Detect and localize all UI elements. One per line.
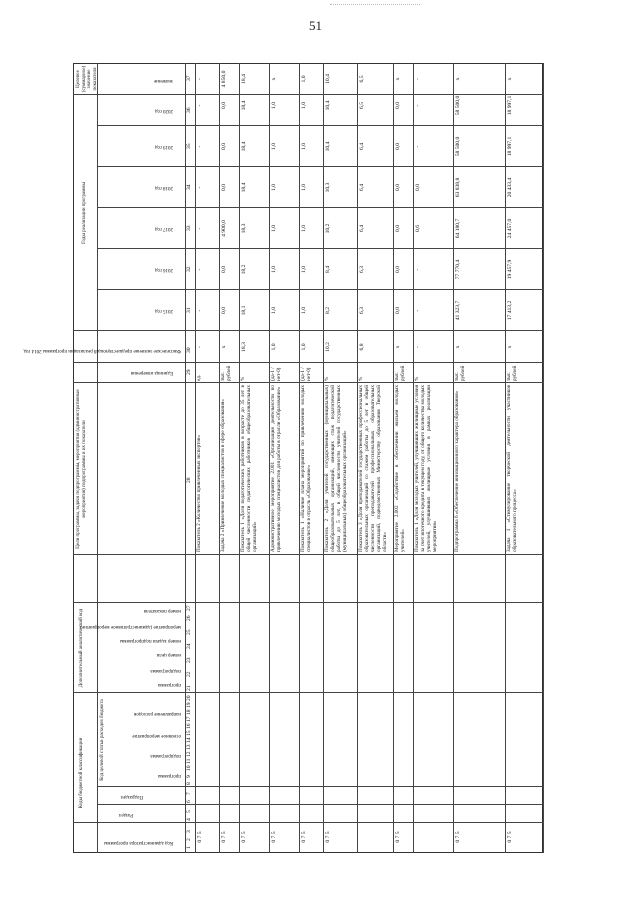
column-number: 31: [186, 307, 192, 313]
budget-table: [23, 63, 543, 853]
row-year-value: 0,0: [221, 266, 227, 273]
column-number: 11: [186, 758, 192, 764]
column-number: 23: [186, 657, 192, 663]
year-2018-header: 2018 год: [154, 185, 173, 190]
row-code: 0 7 5: [325, 831, 331, 843]
fact-2014-header: Фактическое значение предшествующий реализации программы 2014 год: [23, 348, 181, 353]
row-fact-2014: 1,0: [271, 343, 277, 351]
col-line: [97, 166, 543, 167]
row-year-value: 1,0: [301, 307, 307, 314]
row-year-value: 8,2: [325, 307, 331, 314]
program-header: программа: [158, 773, 181, 778]
col-line: [73, 94, 543, 95]
row-year-value: 0,0: [395, 266, 401, 273]
row-year-value: 1,0: [301, 225, 307, 232]
row-year-value: 1,0: [301, 266, 307, 273]
column-number: 21: [186, 685, 192, 691]
main-activity-header: основное мероприятие: [132, 733, 181, 738]
row-year-value: -: [415, 268, 421, 271]
row-fact-2014: -: [197, 346, 203, 348]
col-line: [97, 248, 543, 249]
col-line: [73, 382, 543, 383]
row-year-value: 1,0: [301, 102, 307, 109]
column-number: 32: [186, 266, 192, 272]
row-description: Показатель 3 «Доля преподавателей государственных профессиональных образовательных организаций со стажем работы до 5 лет в общей численности преподавателей профессиональных образовательных организаций, подведомственных Министерству образования Тверской области»: [358, 385, 388, 552]
column-number: 5: [186, 810, 192, 813]
row-unit: тыс. рублей: [394, 365, 406, 381]
row-year-value: 18,4: [241, 100, 247, 111]
row-year-value: -: [415, 145, 421, 148]
value-header: значение: [154, 78, 173, 83]
row-year-value: -: [197, 227, 203, 230]
row-year-value: 17 413,2: [507, 300, 513, 321]
row-year-value: 18,4: [241, 182, 247, 193]
expense-direction-header: направление расходов: [134, 711, 181, 716]
row-year-value: 6,4: [359, 143, 365, 150]
column-number: 8: [186, 782, 192, 785]
column-number: 14: [186, 737, 192, 743]
row-year-value: 0,0: [395, 225, 401, 232]
column-number: 22: [186, 671, 192, 677]
row-year-value: -: [197, 186, 203, 189]
row-code: 0 7 5: [395, 831, 401, 843]
years-header: Годы реализации программы: [82, 182, 87, 244]
row-year-value: 18,3: [241, 223, 247, 234]
row-year-value: 0,0: [221, 184, 227, 191]
row-total: 1,0: [301, 75, 307, 83]
row-code: 0 7 5: [507, 831, 513, 843]
col-line: [73, 330, 543, 331]
column-number: 6: [186, 800, 192, 803]
row-year-value: 0,0: [395, 307, 401, 314]
row-year-value: 24 457,0: [507, 218, 513, 239]
column-number: 16: [186, 723, 192, 729]
year-2016-header: 2016 год: [154, 267, 173, 272]
column-number: 30: [186, 347, 192, 353]
row-year-value: 58 500,0: [455, 136, 461, 157]
row-unit: тыс. рублей: [220, 365, 232, 381]
column-number: 17: [186, 716, 192, 722]
column-number: 37: [186, 75, 192, 81]
row-fact-2014: 18,3: [241, 342, 247, 352]
row-fact-2014: х: [455, 345, 461, 349]
section-header: Раздел: [118, 812, 133, 817]
row-unit: (да-1 / нет-0): [270, 367, 282, 381]
goals-header: Цели программы, задачи подпрограммы, мероприятия (административные мероприятия) подпрограммы и их показатели: [76, 389, 87, 549]
row-description: Показатель 2 «Доля учителей государственных (муниципальных) общеобразовательных организаций, имеющих стаж педагогической работы до 5 лет, в общей численности учителей государственных (муниципальных) общеобразовательных организаций»: [324, 385, 348, 552]
row-year-value: 0,6: [415, 225, 421, 232]
row-year-value: 10,4: [325, 141, 331, 152]
row-year-value: 63 838,8: [455, 177, 461, 198]
row-year-value: 6,4: [359, 184, 365, 191]
row-year-value: 1,0: [271, 184, 277, 191]
row-year-value: 0,0: [221, 102, 227, 109]
row-total: 4 850,0: [221, 70, 227, 88]
year-2019-header: 2019 год: [154, 144, 173, 149]
row-total: -: [415, 78, 421, 80]
total-header: Целевое (суммарное) значение показателя: [76, 65, 98, 93]
column-number: 9: [186, 775, 192, 778]
row-year-value: 6,3: [359, 307, 365, 314]
budget-codes-header: Коды бюджетной классификации: [79, 737, 84, 809]
row-unit: (да-1 / нет-0): [300, 367, 312, 381]
subprogram2-header: подпрограмма: [150, 668, 181, 673]
col-line: [73, 554, 543, 555]
row-year-value: 8,4: [325, 266, 331, 273]
program2-header: программа: [158, 682, 181, 687]
col-line: [97, 786, 543, 787]
row-unit: %: [358, 376, 364, 381]
column-number: 33: [186, 225, 192, 231]
row-unit: тыс. рублей: [506, 365, 518, 381]
column-number: 35: [186, 143, 192, 149]
column-number: 25: [186, 629, 192, 635]
indicator-num-header: номер показателя: [143, 608, 181, 613]
row-total: х: [271, 77, 277, 81]
column-number: 18: [186, 709, 192, 715]
column-number: 3: [186, 830, 192, 833]
subprogram-header: подпрограмма: [150, 753, 181, 758]
row-year-value: 6,5: [359, 102, 365, 109]
rotated-table-sheet: [23, 65, 543, 853]
column-number: 27: [186, 605, 192, 611]
row-total: х: [395, 77, 401, 81]
row-year-value: 64 180,7: [455, 218, 461, 239]
row-code: 0 7 5: [241, 831, 247, 843]
scan-artifact: [330, 4, 420, 7]
row-description: Мероприятие 2.002 «Содействие в обеспечении жильем молодых учителей»: [394, 385, 406, 552]
row-description: Задача 2 «Привлечение молодых специалистов в сфере образования»: [220, 399, 226, 552]
column-number: 4: [186, 818, 192, 821]
row-year-value: 20 433,4: [507, 177, 513, 198]
row-year-value: 1,0: [271, 225, 277, 232]
col-line: [73, 822, 543, 823]
row-year-value: 6,4: [359, 225, 365, 232]
admin-code-header: Код администратора программы: [104, 840, 173, 845]
row-total: х: [507, 77, 513, 81]
row-total: -: [197, 78, 203, 80]
column-number: 28: [186, 477, 192, 483]
row-year-value: 58 500,0: [455, 95, 461, 116]
unit-header: Единица измерения: [130, 370, 173, 375]
task-num-header: номер задачи подпрограммы: [119, 638, 181, 643]
column-number: 10: [186, 765, 192, 771]
column-number: 19: [186, 702, 192, 708]
column-number: 20: [186, 695, 192, 701]
column-number: 36: [186, 107, 192, 113]
row-year-value: 10,2: [325, 223, 331, 234]
row-total: 6,5: [359, 75, 365, 83]
row-year-value: 19 457,9: [507, 259, 513, 280]
row-code: 0 7 5: [197, 831, 203, 843]
row-code: 0 7 5: [455, 831, 461, 843]
column-number: 15: [186, 730, 192, 736]
row-code: 0 7 5: [221, 831, 227, 843]
col-line: [97, 289, 543, 290]
row-unit: %: [240, 376, 246, 381]
row-total: х: [455, 77, 461, 81]
column-number: 2: [186, 838, 192, 841]
row-year-value: 1,0: [301, 143, 307, 150]
row-fact-2014: 6,8: [359, 343, 365, 351]
row-year-value: -: [197, 309, 203, 312]
activity-header: мероприятие (административное мероприятие): [80, 624, 181, 629]
extra-codes-header: Дополнительный аналитический код: [79, 608, 84, 688]
column-number: 1: [186, 846, 192, 849]
row-year-value: 10,3: [325, 182, 331, 193]
column-number: 34: [186, 184, 192, 190]
row-fact-2014: 1,0: [301, 343, 307, 351]
row-year-value: 18,1: [241, 305, 247, 316]
row-year-value: 10,4: [325, 100, 331, 111]
row-year-value: -: [197, 104, 203, 107]
row-unit: ед.: [196, 374, 202, 381]
row-year-value: 18,4: [241, 141, 247, 152]
row-year-value: 6,3: [359, 266, 365, 273]
row-year-value: 41 323,7: [455, 300, 461, 321]
column-number: 24: [186, 643, 192, 649]
row-fact-2014: х: [507, 345, 513, 349]
row-year-value: 18 997,1: [507, 95, 513, 116]
subsection-header: Подраздел: [120, 794, 143, 799]
row-year-value: 1,0: [271, 143, 277, 150]
row-fact-2014: 10,2: [325, 342, 331, 352]
row-year-value: 18 997,1: [507, 136, 513, 157]
col-line: [73, 692, 543, 693]
row-fact-2014: х: [221, 345, 227, 349]
row-year-value: 0,0: [415, 184, 421, 191]
row-description: Показатель 1 «Доля педагогических работников в возрасте до 35 лет в общей численности педагогических работников общеобразовательных организаций»: [240, 385, 258, 552]
row-description: Административное мероприятие 2.001 «Организация деятельности по привлечению молодых специалистов для работы в отрасли «Образование»: [270, 385, 282, 552]
row-fact-2014: х: [395, 345, 401, 349]
row-description: Показатель 2 «Количество привлеченных экспертов»: [196, 434, 202, 552]
row-year-value: -: [415, 309, 421, 312]
row-code: 0 7 5: [301, 831, 307, 843]
row-total: 18,4: [241, 74, 247, 84]
row-year-value: 0,0: [395, 184, 401, 191]
row-year-value: 77 770,4: [455, 259, 461, 280]
row-year-value: 18,2: [241, 264, 247, 275]
row-fact-2014: -: [415, 346, 421, 348]
row-year-value: 0,0: [221, 307, 227, 314]
row-divider: [543, 63, 544, 853]
column-number: 7: [186, 792, 192, 795]
column-number: 29: [186, 369, 192, 375]
year-2017-header: 2017 год: [154, 226, 173, 231]
column-number: 12: [186, 751, 192, 757]
row-year-value: -: [197, 268, 203, 271]
goal-num-header: номер цели: [156, 652, 181, 657]
row-code: 0 7 5: [271, 831, 277, 843]
col-line: [73, 602, 543, 603]
column-number: 13: [186, 744, 192, 750]
header-divider: [97, 63, 98, 853]
year-2015-header: 2015 год: [154, 308, 173, 313]
row-unit: %: [414, 376, 420, 381]
page-number: 51: [309, 18, 322, 33]
col-line: [73, 362, 543, 363]
col-line: [97, 125, 543, 126]
row-year-value: 0,0: [221, 143, 227, 150]
expense-code-header: Код целевой статьи расходов бюджета: [100, 699, 105, 781]
row-year-value: 0,0: [395, 143, 401, 150]
row-description: Подпрограмма 6 «Обеспечение инновационного характера образования»: [454, 390, 460, 552]
row-description: Показатель 1 «Доля молодых учителей, улучшивших жилищные условия за счет ипотечного кредита в текущем году, от общего количества молодых учителей, улучшивших жилищные условия в рамках реализации мероприятия»: [414, 385, 438, 552]
row-year-value: -: [197, 145, 203, 148]
row-year-value: 4 900,0: [221, 220, 227, 237]
row-year-value: 0,0: [395, 102, 401, 109]
row-description: Показатель 1 «Наличие плана мероприятий по привлечению молодых специалистов в отрасль «Образование»: [300, 385, 312, 552]
row-unit: тыс. рублей: [454, 365, 466, 381]
year-2020-header: 2020 год: [154, 108, 173, 113]
col-line: [97, 804, 543, 805]
row-unit: %: [324, 376, 330, 381]
row-year-value: -: [415, 104, 421, 107]
row-year-value: 1,0: [271, 266, 277, 273]
row-year-value: 1,0: [301, 184, 307, 191]
row-year-value: 1,0: [271, 102, 277, 109]
row-year-value: 1,0: [271, 307, 277, 314]
col-line: [97, 207, 543, 208]
column-number: 26: [186, 615, 192, 621]
row-total: 10,4: [325, 74, 331, 84]
row-description: Задача 1 «Стимулирование творческой деятельности участников образовательного процесса»: [506, 385, 518, 552]
